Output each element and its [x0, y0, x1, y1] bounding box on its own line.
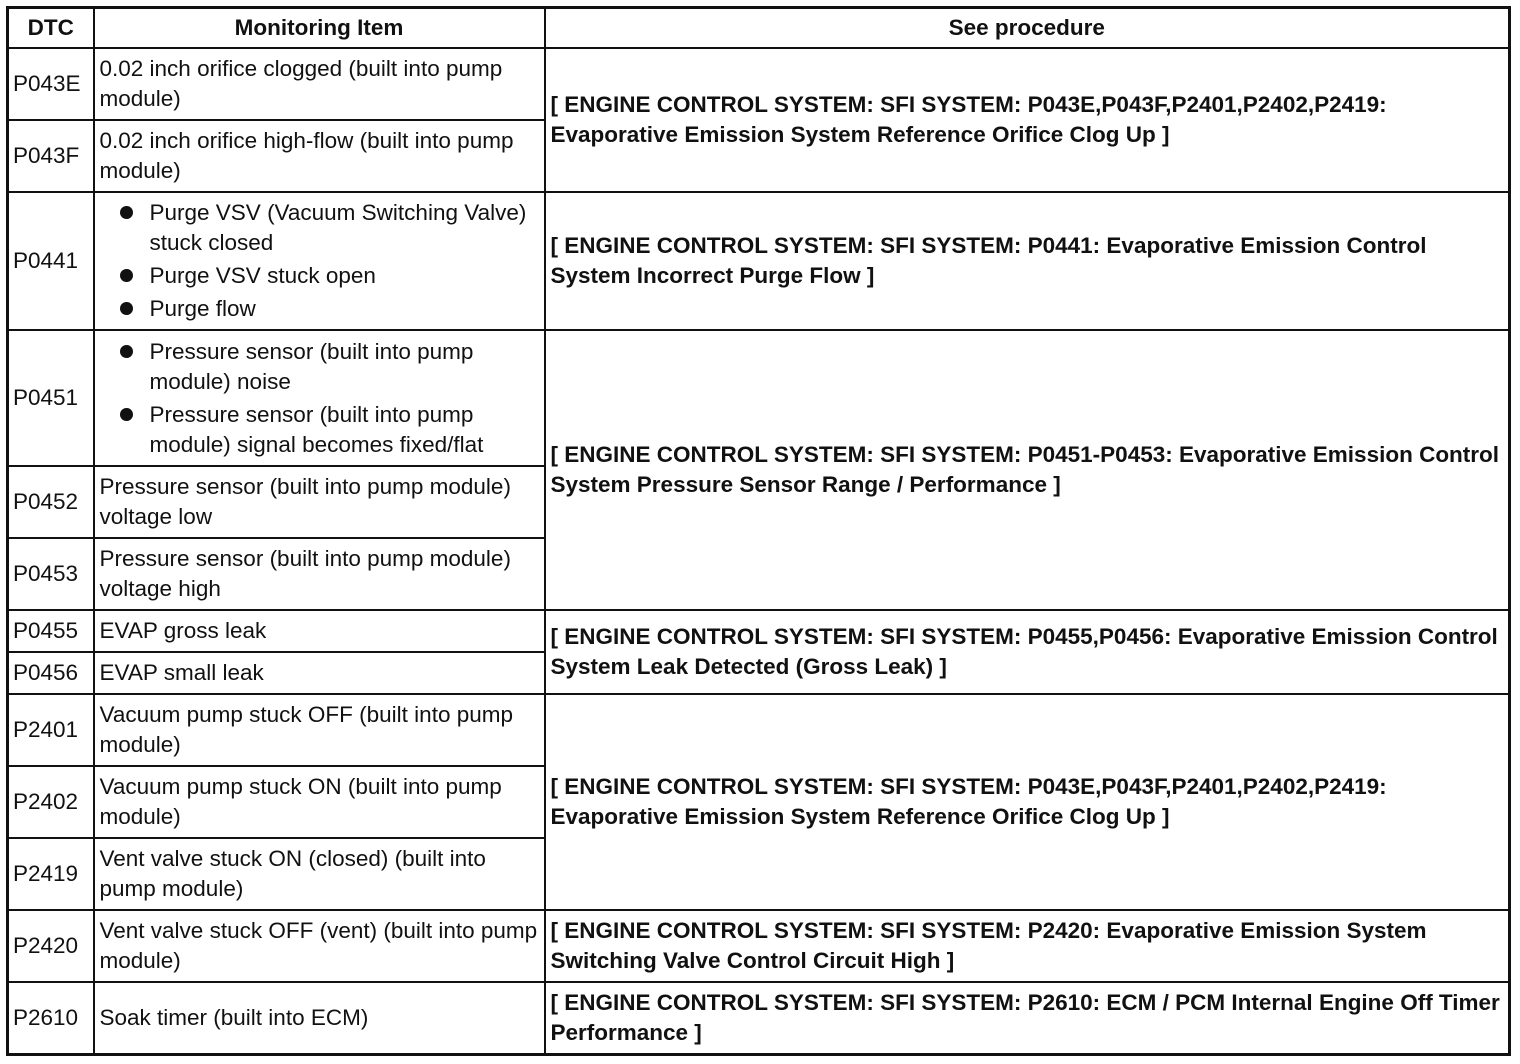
monitoring-item: Soak timer (built into ECM) [94, 982, 545, 1055]
dtc-table [6, 6, 1511, 1056]
table-row [8, 982, 1510, 1055]
bullet-list [100, 198, 538, 324]
dtc-code: P2420 [8, 910, 94, 982]
header-row [8, 8, 1510, 49]
monitoring-item: 0.02 inch orifice high-flow (built into pump module) [94, 120, 545, 192]
bullet-icon [120, 206, 133, 219]
monitoring-item: Pressure sensor (built into pump module) voltage low [94, 466, 545, 538]
procedure-link[interactable]: [ ENGINE CONTROL SYSTEM: SFI SYSTEM: P0455,P0456: Evaporative Emission Control System Leak Detected (Gross Leak) ] [545, 610, 1510, 694]
table-row [8, 48, 1510, 120]
monitoring-item [94, 330, 545, 466]
bullet-item: Purge flow [100, 294, 538, 324]
monitoring-item: Vacuum pump stuck OFF (built into pump module) [94, 694, 545, 766]
dtc-code: P0453 [8, 538, 94, 610]
bullet-item: Pressure sensor (built into pump module) noise [100, 337, 538, 397]
dtc-code: P0456 [8, 652, 94, 694]
procedure-link[interactable]: [ ENGINE CONTROL SYSTEM: SFI SYSTEM: P2610: ECM / PCM Internal Engine Off Timer Performance ] [545, 982, 1510, 1055]
header-monitoring-item: Monitoring Item [94, 8, 545, 49]
bullet-icon [120, 345, 133, 358]
procedure-link[interactable]: [ ENGINE CONTROL SYSTEM: SFI SYSTEM: P043E,P043F,P2401,P2402,P2419: Evaporative Emission System Reference Orifice Clog Up ] [545, 48, 1510, 192]
monitoring-item: Vacuum pump stuck ON (built into pump module) [94, 766, 545, 838]
bullet-item: Purge VSV (Vacuum Switching Valve) stuck closed [100, 198, 538, 258]
dtc-code: P2419 [8, 838, 94, 910]
dtc-code: P0452 [8, 466, 94, 538]
bullet-item: Purge VSV stuck open [100, 261, 538, 291]
table-row [8, 694, 1510, 766]
procedure-link[interactable]: [ ENGINE CONTROL SYSTEM: SFI SYSTEM: P043E,P043F,P2401,P2402,P2419: Evaporative Emission System Reference Orifice Clog Up ] [545, 694, 1510, 910]
monitoring-item: Pressure sensor (built into pump module) voltage high [94, 538, 545, 610]
table-row [8, 330, 1510, 466]
dtc-code: P0455 [8, 610, 94, 652]
table-row [8, 910, 1510, 982]
bullet-item: Pressure sensor (built into pump module) signal becomes fixed/flat [100, 400, 538, 460]
dtc-code: P2401 [8, 694, 94, 766]
procedure-link[interactable]: [ ENGINE CONTROL SYSTEM: SFI SYSTEM: P0451-P0453: Evaporative Emission Control System Pressure Sensor Range / Performance ] [545, 330, 1510, 610]
table-row [8, 192, 1510, 330]
bullet-icon [120, 269, 133, 282]
dtc-code: P0451 [8, 330, 94, 466]
monitoring-item: EVAP small leak [94, 652, 545, 694]
table-row [8, 610, 1510, 652]
header-dtc: DTC [8, 8, 94, 49]
procedure-link[interactable]: [ ENGINE CONTROL SYSTEM: SFI SYSTEM: P2420: Evaporative Emission System Switching Valve Control Circuit High ] [545, 910, 1510, 982]
bullet-icon [120, 408, 133, 421]
monitoring-item: Vent valve stuck ON (closed) (built into pump module) [94, 838, 545, 910]
monitoring-item [94, 192, 545, 330]
dtc-code: P2402 [8, 766, 94, 838]
dtc-code: P043E [8, 48, 94, 120]
monitoring-item: 0.02 inch orifice clogged (built into pump module) [94, 48, 545, 120]
bullet-list [100, 337, 538, 460]
dtc-code: P0441 [8, 192, 94, 330]
monitoring-item: Vent valve stuck OFF (vent) (built into pump module) [94, 910, 545, 982]
monitoring-item: EVAP gross leak [94, 610, 545, 652]
header-see-procedure: See procedure [545, 8, 1510, 49]
dtc-code: P2610 [8, 982, 94, 1055]
dtc-code: P043F [8, 120, 94, 192]
bullet-icon [120, 302, 133, 315]
procedure-link[interactable]: [ ENGINE CONTROL SYSTEM: SFI SYSTEM: P0441: Evaporative Emission Control System Incorrect Purge Flow ] [545, 192, 1510, 330]
